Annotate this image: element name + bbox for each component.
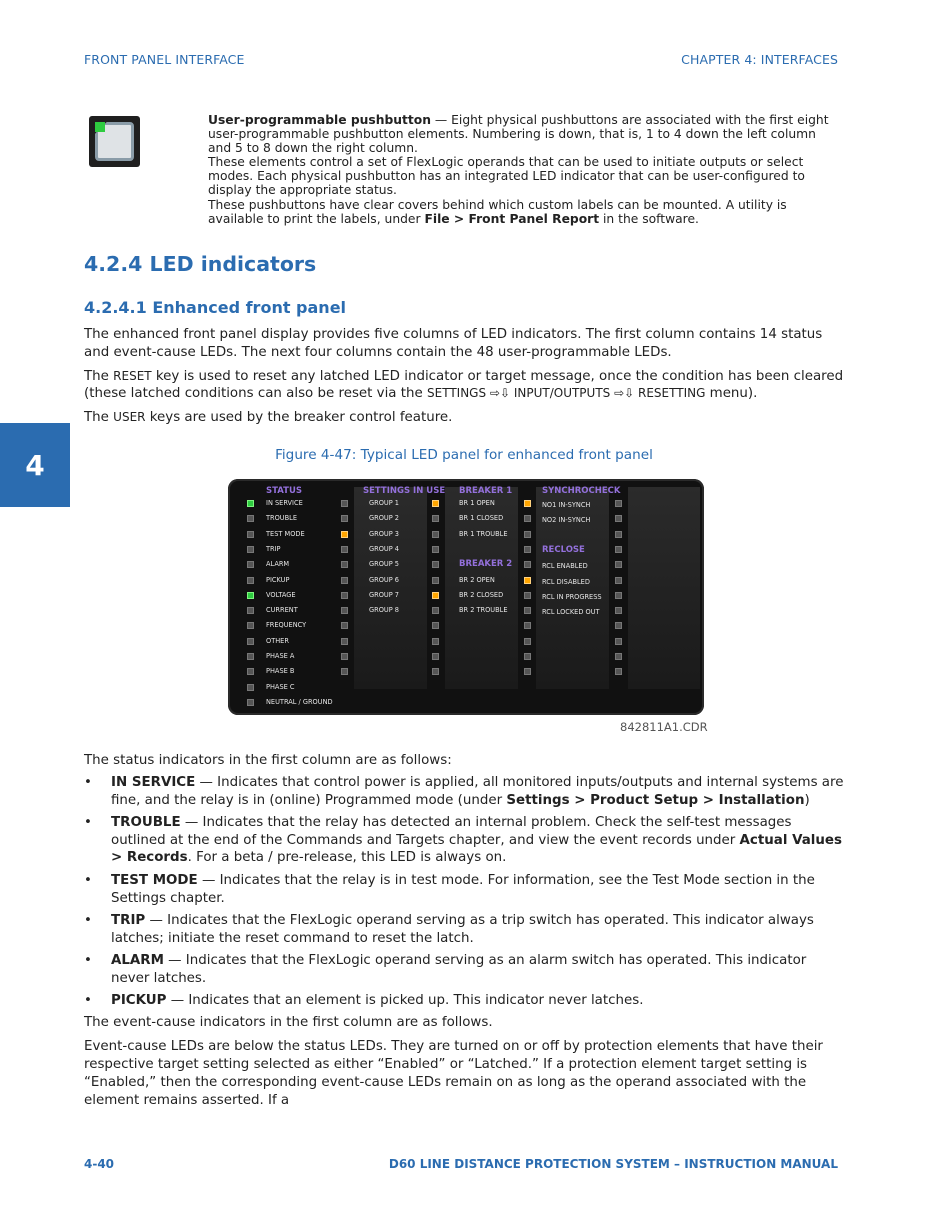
status-led-label: IN SERVICE: [266, 499, 303, 507]
user-led: [524, 500, 531, 507]
figure-caption: Figure 4-47: Typical LED panel for enhanced front panel: [275, 447, 653, 463]
user-led: [524, 577, 531, 584]
user-led: [615, 531, 622, 538]
status-led: [247, 500, 254, 507]
user-led: [432, 531, 439, 538]
user-led: [615, 577, 622, 584]
status-led: [247, 684, 254, 691]
user-led: [341, 561, 348, 568]
user-led: [341, 622, 348, 629]
user-led: [524, 668, 531, 675]
panel-column-5: [628, 487, 700, 689]
user-led: [615, 592, 622, 599]
group-led-label: GROUP 7: [369, 590, 399, 599]
chapter-tab: 4: [0, 423, 70, 507]
user-led: [341, 531, 348, 538]
breaker2-title: BREAKER 2: [459, 559, 513, 569]
breaker1-title: BREAKER 1: [459, 486, 513, 496]
page-number: 4-40: [84, 1157, 115, 1171]
user-led: [341, 500, 348, 507]
user-led: [432, 577, 439, 584]
status-led-label: PICKUP: [266, 575, 290, 584]
status-led-label: VOLTAGE: [266, 590, 296, 599]
reclose-title: RECLOSE: [542, 545, 585, 555]
user-led: [615, 500, 622, 507]
status-led: [247, 577, 254, 584]
user-led: [341, 668, 348, 675]
user-led: [432, 546, 439, 553]
user-led: [524, 607, 531, 614]
user-led: [615, 638, 622, 645]
user-led: [341, 577, 348, 584]
user-led: [615, 653, 622, 660]
user-led: [341, 653, 348, 660]
intro-text: The enhanced front panel display provides five columns of LED indicators. The first column contains 14 status and event-cause LEDs. The next four columns contain the 48 user-programmable LEDs. The RESET key is used to reset any latched LED indicator or target message, once the condition has been cleared (these latched conditions can also be reset via the SETTINGS ⇨⇩ INPUT/OUTPUTS ⇨⇩ RESETTING menu). The USER keys are used by the breaker control feature.: [84, 327, 844, 426]
status-bullet: • TEST MODE — Indicates that the relay is in test mode. For information, see the Test Mode section in the Settings chapter.: [84, 872, 844, 908]
breaker2-led-label: BR 2 CLOSED: [459, 590, 504, 599]
status-led: [247, 561, 254, 568]
status-led: [247, 699, 254, 706]
user-led: [432, 607, 439, 614]
status-led: [247, 515, 254, 522]
status-bullet: • IN SERVICE — Indicates that control power is applied, all monitored inputs/outputs and internal systems are fine, and the relay is in (online) Programmed mode (under Settings > Product Setup > Installation): [84, 774, 844, 810]
user-led: [524, 592, 531, 599]
breaker1-led-label: BR 1 TROUBLE: [459, 529, 508, 538]
status-bullet-list: [84, 774, 844, 1010]
user-led: [615, 561, 622, 568]
user-led: [524, 561, 531, 568]
status-bullet: • TRIP — Indicates that the FlexLogic operand serving as a trip switch has operated. This indicator always latches; initiate the reset command to reset the latch.: [84, 912, 844, 948]
user-led: [341, 638, 348, 645]
user-led: [524, 546, 531, 553]
reclose-led-label: RCL DISABLED: [542, 577, 590, 586]
synch-led-label: NO1 IN-SYNCH: [542, 501, 591, 509]
group-led-label: GROUP 4: [369, 544, 399, 553]
status-led-label: NEUTRAL / GROUND: [266, 697, 333, 706]
status-title: STATUS: [266, 486, 303, 496]
user-led: [432, 515, 439, 522]
breaker1-led-label: BR 1 OPEN: [459, 499, 495, 507]
user-led: [432, 592, 439, 599]
group-led-label: GROUP 8: [369, 606, 399, 615]
status-led-label: OTHER: [266, 636, 289, 645]
user-led: [615, 668, 622, 675]
status-led-label: TRIP: [266, 544, 281, 553]
breaker2-led-label: BR 2 OPEN: [459, 575, 495, 584]
status-bullet: • TROUBLE — Indicates that the relay has detected an internal problem. Check the self-test messages outlined at the end of the Commands and Targets chapter, and view the event records under Actual Values > Records. For a beta / pre-release, this LED is always on.: [84, 814, 844, 867]
user-led: [615, 607, 622, 614]
user-led: [432, 500, 439, 507]
breaker1-led-label: BR 1 CLOSED: [459, 514, 504, 523]
status-led-label: TEST MODE: [266, 529, 305, 538]
status-led-label: PHASE C: [266, 682, 295, 691]
status-led: [247, 546, 254, 553]
group-led-label: GROUP 3: [369, 529, 399, 538]
status-led-label: PHASE B: [266, 667, 295, 676]
user-led: [615, 622, 622, 629]
user-led: [432, 668, 439, 675]
reclose-led-label: RCL ENABLED: [542, 562, 588, 571]
section-heading: 4.2.4 LED indicators: [84, 252, 317, 276]
status-led-label: TROUBLE: [266, 514, 297, 523]
subsection-heading: 4.2.4.1 Enhanced front panel: [84, 298, 347, 317]
breaker2-led-label: BR 2 TROUBLE: [459, 606, 508, 615]
led-panel-figure: [228, 479, 704, 715]
running-header-right: CHAPTER 4: INTERFACES: [681, 52, 838, 67]
user-led: [341, 607, 348, 614]
status-led: [247, 607, 254, 614]
reclose-led-label: RCL IN PROGRESS: [542, 592, 602, 601]
synch-led-label: NO2 IN-SYNCH: [542, 516, 591, 525]
settings-title: SETTINGS IN USE: [363, 486, 446, 496]
status-list: The status indicators in the first column are as follows: • IN SERVICE — Indicates that control power is applied, all monitored inputs/outputs and internal systems are fine, and the relay is in (online) Programmed mode (under Settings > Product Setup > Installation) • TROUBLE — Indicates that the relay has detected an internal problem. Check the self-test messages outlined at the end of the Commands and Targets chapter, and view the event records under Actual Values > Records. For a beta / pre-release, this LED is always on. • TEST MODE — Indicates that the relay is in test mode. For information, see the Test Mode section in the Settings chapter. • TRIP — Indicates that the FlexLogic operand serving as a trip switch has operated. This indicator always latches; initiate the reset command to reset the latch. • ALARM — Indicates that the FlexLogic operand serving as an alarm switch has operated. This indicator never latches. • PICKUP — Indicates that an element is picked up. This indicator never latches. The event-cause indicators in the first column are as follows. Event-cause LEDs are below the status LEDs. They are turned on or off by protection elements that have their respective target setting selected as either “Enabled” or “Latched.” If a protection element target setting is “Enabled,” then the corresponding event-cause LEDs remain on as long as the operand associated with the element remains asserted. If a: [84, 752, 844, 1109]
user-led: [615, 515, 622, 522]
running-header-left: FRONT PANEL INTERFACE: [84, 52, 245, 67]
user-led: [524, 622, 531, 629]
user-led: [524, 638, 531, 645]
document-title: D60 LINE DISTANCE PROTECTION SYSTEM – INSTRUCTION MANUAL: [388, 1157, 838, 1171]
group-led-label: GROUP 5: [369, 560, 399, 569]
user-led: [432, 622, 439, 629]
status-led-label: CURRENT: [266, 606, 298, 615]
user-led: [524, 531, 531, 538]
user-led: [432, 638, 439, 645]
pushbutton-led: [95, 122, 105, 132]
pushbutton-description: User-programmable pushbutton — Eight physical pushbuttons are associated with the first eight user-programmable pushbutton elements. Numbering is down, that is, 1 to 4 down the left column and 5 to 8 down the right column. These elements control a set of FlexLogic operands that can be used to initiate outputs or select modes. Each physical pushbutton has an integrated LED indicator that can be user-configured to display the appropriate status. These pushbuttons have clear covers behind which custom labels can be mounted. A utility is available to print the labels, under File > Front Panel Report in the software.: [208, 113, 829, 226]
synchrocheck-title: SYNCHROCHECK: [542, 486, 621, 496]
user-led: [341, 515, 348, 522]
group-led-label: GROUP 1: [369, 499, 399, 507]
status-led: [247, 622, 254, 629]
user-led: [524, 653, 531, 660]
user-led: [341, 592, 348, 599]
user-led: [615, 546, 622, 553]
status-led: [247, 592, 254, 599]
status-led: [247, 531, 254, 538]
status-led-label: PHASE A: [266, 652, 295, 660]
status-led: [247, 653, 254, 660]
user-led: [341, 546, 348, 553]
pushbutton-term: User-programmable pushbutton: [208, 113, 432, 127]
status-led: [247, 668, 254, 675]
status-bullet: • PICKUP — Indicates that an element is picked up. This indicator never latches.: [84, 992, 844, 1010]
status-led-label: FREQUENCY: [266, 621, 307, 630]
group-led-label: GROUP 2: [369, 514, 399, 523]
user-led: [432, 653, 439, 660]
figure-id: 842811A1.CDR: [620, 720, 708, 734]
group-led-label: GROUP 6: [369, 575, 399, 584]
status-led-label: ALARM: [266, 560, 290, 569]
status-led: [247, 638, 254, 645]
user-led: [432, 561, 439, 568]
status-bullet: • ALARM — Indicates that the FlexLogic operand serving as an alarm switch has operated. This indicator never latches.: [84, 952, 844, 988]
user-led: [524, 515, 531, 522]
pushbutton-icon: [89, 116, 140, 167]
reclose-led-label: RCL LOCKED OUT: [542, 608, 600, 617]
